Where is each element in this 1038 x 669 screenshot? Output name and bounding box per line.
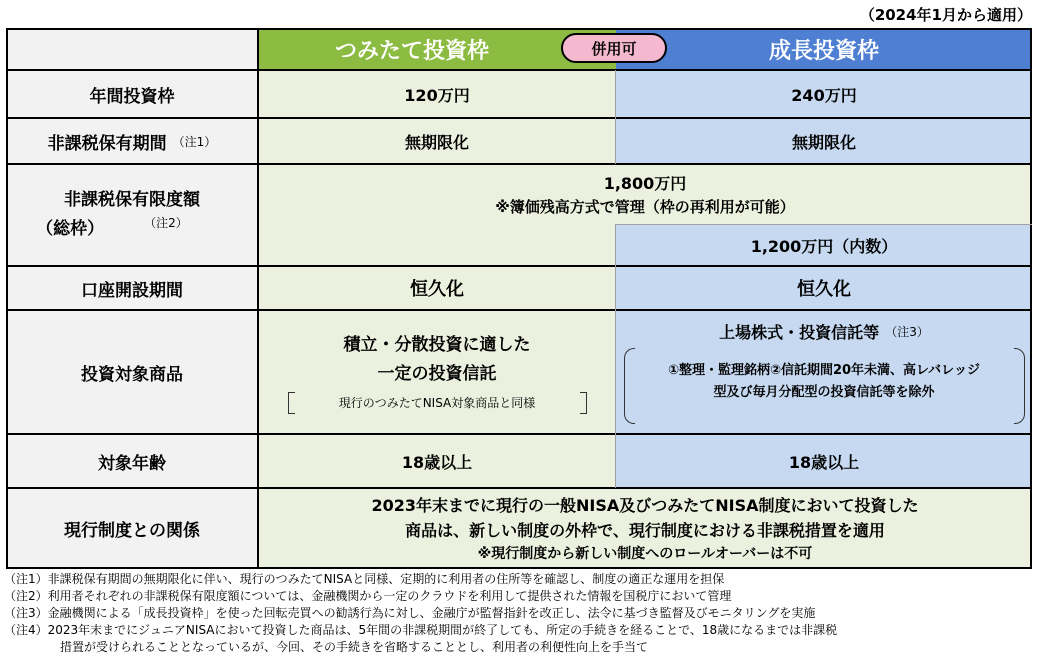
row-account-label (6, 266, 258, 310)
row-products-tsumitate-sub: 現行のつみたてNISA対象商品と同様 (338, 396, 536, 410)
row-age-tsumitate: 18歳以上 (258, 434, 616, 488)
row-products-label (6, 310, 258, 434)
grid-col-divider-b (615, 224, 616, 488)
header-growth-label: 成長投資枠 (768, 38, 879, 64)
footnote-2: （注2）利用者それぞれの非課税保有限度額については、金融機関から一定のクラウドを利用して提供された情報を国税庁において管理 (4, 589, 732, 603)
footnote-3: （注3）金融機関による「成長投資枠」を使った回転売買への勧誘行為に対し、金融庁が監督指針を改正し、法令に基づき監督及びモニタリングを実施 (4, 606, 816, 620)
row-products-growth (616, 310, 1032, 434)
row-account-growth: 恒久化 (616, 266, 1032, 310)
growth-sub-bracket-left (624, 348, 635, 424)
row-annual-label-text: 年間投資枠 (89, 86, 175, 107)
row-products-growth-sub1: ①整理・監理銘柄②信託期間20年未満、高レバレッジ (667, 363, 981, 378)
row-annual-label (6, 70, 258, 118)
row-relation-label-text: 現行制度との関係 (64, 520, 200, 541)
row-products-label-text: 投資対象商品 (81, 364, 183, 385)
combo-badge (561, 33, 667, 63)
header-blank-cell (6, 28, 258, 70)
footnote-1: （注1）非課税保有期間の無期限化に伴い、現行のつみたてNISAと同様、定期的に利用者の住所等を確認し、制度の適正な運用を担保 (4, 572, 725, 586)
row-age-label-text: 対象年齢 (98, 453, 166, 474)
row-period-label-text: 非課税保有期間 (47, 133, 167, 154)
row-limit-tsumitate-empty (258, 224, 616, 266)
grid-outer-top (6, 28, 1032, 30)
grid-row-line-5 (6, 309, 1032, 311)
grid-row-line-4 (6, 265, 1032, 267)
row-relation-line1: 2023年末までに現行の一般NISA及びつみたてNISA制度において投資した (371, 496, 919, 515)
row-products-growth-note: （注3） (885, 325, 929, 339)
header-growth (616, 28, 1032, 70)
footnote-4-cont: 措置が受けられることとなっているが、今回、その手続きを省略することとし、利用者の利便性向上を手当て (60, 640, 649, 654)
grid-outer-bottom (6, 567, 1032, 569)
footnote-4: （注4）2023年末までにジュニアNISAにおいて投資した商品は、5年間の非課税期間が終了しても、所定の手続きを経ることで、18歳になるまでは非課税 (4, 623, 838, 637)
row-relation-line3: ※現行制度から新しい制度へのロールオーバーは不可 (477, 546, 813, 562)
row-relation-content (258, 488, 1032, 568)
grid-row-line-3 (6, 163, 1032, 165)
row-limit-note: （注2） (144, 216, 188, 230)
row-account-label-text: 口座開設期間 (81, 280, 183, 301)
row-age-label (6, 434, 258, 488)
row-period-tsumitate: 無期限化 (258, 118, 616, 164)
grid-row-line-1 (6, 69, 1032, 71)
row-limit-label-line1: 非課税保有限度額 (64, 190, 200, 210)
row-products-growth-sub2: 型及び毎月分配型の投資信託等を除外 (713, 385, 935, 400)
row-age-growth: 18歳以上 (616, 434, 1032, 488)
grid-limit-inner (616, 224, 1032, 225)
row-products-tsumitate-line2: 一定の投資信託 (377, 364, 497, 384)
header-tsumitate-label: つみたて投資枠 (334, 38, 489, 64)
row-products-growth-line1: 上場株式・投資信託等 (719, 323, 880, 342)
row-limit-combined-line2: ※簿価残高方式で管理（枠の再利用が可能） (495, 198, 795, 216)
row-relation-label (6, 488, 258, 568)
row-limit-growth: 1,200万円（内数） (616, 224, 1032, 266)
effective-date-note: （2024年1月から適用） (859, 6, 1032, 24)
row-limit-combined-line1: 1,800万円 (603, 174, 687, 193)
row-limit-label (6, 164, 258, 266)
row-limit-label-line2: （総枠） (36, 219, 105, 239)
growth-sub-bracket-right (1014, 348, 1025, 424)
row-annual-tsumitate: 120万円 (258, 70, 616, 118)
row-period-growth: 無期限化 (616, 118, 1032, 164)
tsumitate-sub-bracket-right (580, 392, 587, 414)
row-period-label (6, 118, 258, 164)
row-products-tsumitate-line1: 積立・分散投資に適した (343, 335, 531, 355)
row-relation-line2: 商品は、新しい制度の外枠で、現行制度における非課税措置を適用 (405, 521, 885, 540)
grid-row-line-6 (6, 433, 1032, 435)
row-account-tsumitate: 恒久化 (258, 266, 616, 310)
row-period-note: （注1） (172, 134, 217, 149)
row-annual-growth: 240万円 (616, 70, 1032, 118)
row-products-tsumitate (258, 310, 616, 434)
footnotes (4, 571, 1034, 656)
tsumitate-sub-bracket-left (288, 392, 295, 414)
grid-col-divider-a (615, 70, 616, 164)
grid-row-line-7 (6, 487, 1032, 489)
row-limit-combined (258, 164, 1032, 224)
grid-row-line-2 (6, 117, 1032, 119)
combo-badge-label: 併用可 (591, 39, 637, 58)
